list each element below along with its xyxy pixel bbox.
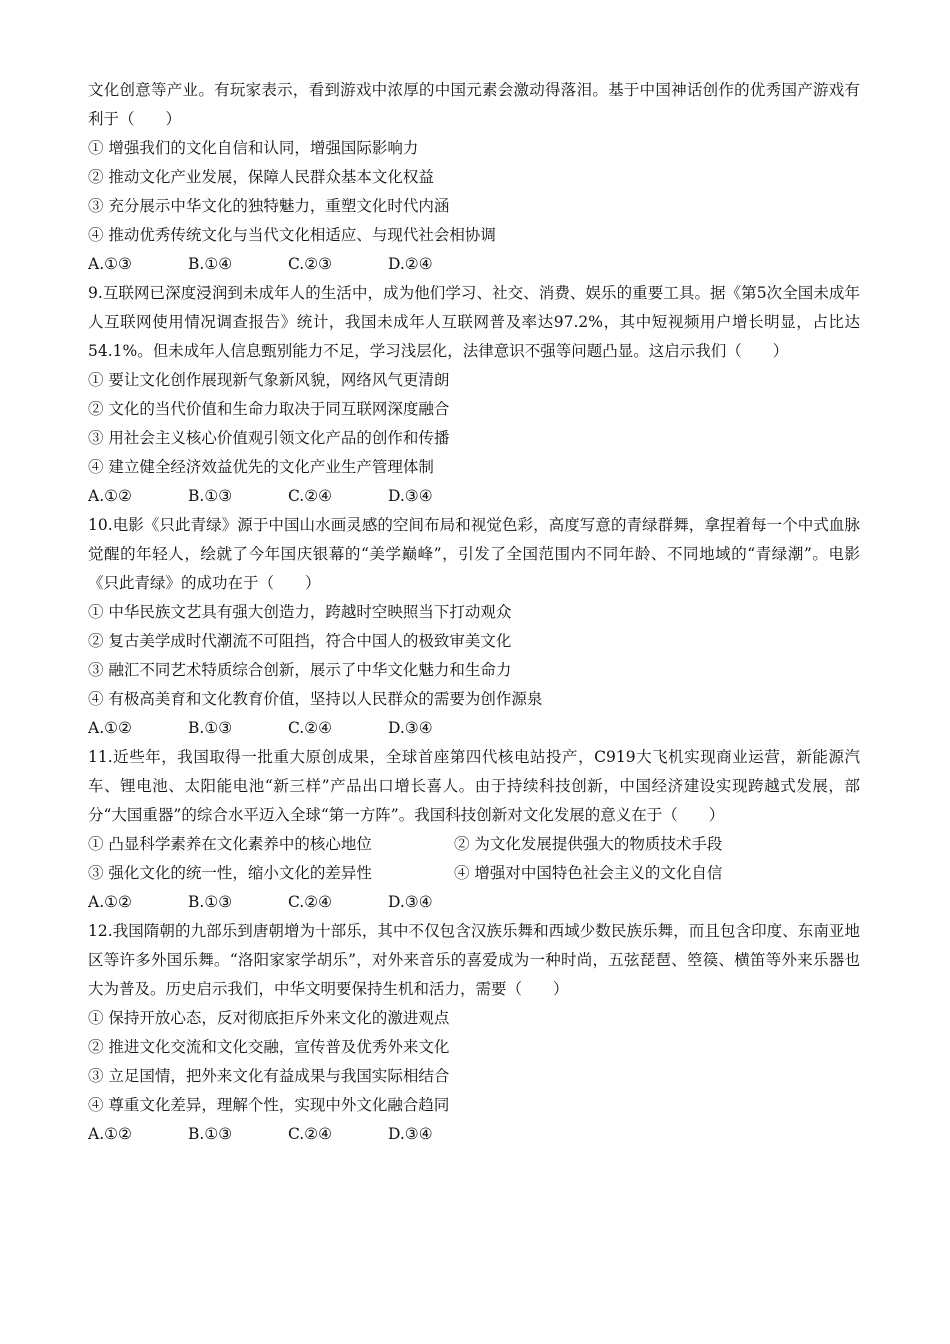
option-1: ① 中华民族文艺具有强大创造力，跨越时空映照当下打动观众 <box>88 603 512 621</box>
choice-a: A.①③ <box>88 255 132 273</box>
option-2: ② 为文化发展提供强大的物质技术手段 <box>454 835 723 853</box>
option-2: ② 推动文化产业发展，保障人民群众基本文化权益 <box>88 168 434 186</box>
question-8 <box>88 76 860 279</box>
question-stem: 11.近些年，我国取得一批重大原创成果，全球首座第四代核电站投产，C919大飞机实现商业运营，新能源汽车、锂电池、太阳能电池“新三样”产品出口增长喜人。由于持续科技创新，中国经济建设实现跨越式发展，部分“大国重器”的综合水平迈入全球“第一方阵”。我国科技创新对文化发展的意义在于（ ） <box>88 748 860 824</box>
option-1: ① 要让文化创作展现新气象新风貌，网络风气更清朗 <box>88 371 450 389</box>
option-4: ④ 推动优秀传统文化与当代文化相适应、与现代社会相协调 <box>88 226 496 244</box>
option-4: ④ 尊重文化差异，理解个性，实现中外文化融合趋同 <box>88 1096 450 1114</box>
choice-d: D.③④ <box>388 487 433 505</box>
question-stem: 文化创意等产业。有玩家表示，看到游戏中浓厚的中国元素会激动得落泪。基于中国神话创作的优秀国产游戏有利于（ ） <box>88 81 860 128</box>
exam-page <box>88 76 860 1149</box>
choice-a: A.①② <box>88 893 132 911</box>
choice-b: B.①④ <box>188 255 233 273</box>
question-12 <box>88 917 860 1149</box>
option-3: ③ 融汇不同艺术特质综合创新，展示了中华文化魅力和生命力 <box>88 661 512 679</box>
option-1: ① 增强我们的文化自信和认同，增强国际影响力 <box>88 139 419 157</box>
choice-b: B.①③ <box>188 719 233 737</box>
option-2: ② 复古美学成时代潮流不可阻挡，符合中国人的极致审美文化 <box>88 632 512 650</box>
choice-c: C.②④ <box>288 719 333 737</box>
choice-d: D.③④ <box>388 893 433 911</box>
question-9 <box>88 279 860 511</box>
question-11 <box>88 743 860 917</box>
choice-d: D.③④ <box>388 719 433 737</box>
choice-b: B.①③ <box>188 893 233 911</box>
answer-choices <box>88 888 860 917</box>
option-4: ④ 建立健全经济效益优先的文化产业生产管理体制 <box>88 458 434 476</box>
choice-a: A.①② <box>88 1125 132 1143</box>
option-2: ② 推进文化交流和文化交融，宣传普及优秀外来文化 <box>88 1038 450 1056</box>
option-1: ① 凸显科学素养在文化素养中的核心地位 <box>88 835 372 853</box>
option-4: ④ 有极高美育和文化教育价值，坚持以人民群众的需要为创作源泉 <box>88 690 543 708</box>
option-2: ② 文化的当代价值和生命力取决于同互联网深度融合 <box>88 400 450 418</box>
choice-a: A.①② <box>88 487 132 505</box>
option-row <box>88 830 860 859</box>
choice-c: C.②④ <box>288 487 333 505</box>
choice-a: A.①② <box>88 719 132 737</box>
option-3: ③ 立足国情，把外来文化有益成果与我国实际相结合 <box>88 1067 450 1085</box>
option-3: ③ 强化文化的统一性，缩小文化的差异性 <box>88 864 372 882</box>
answer-choices <box>88 250 860 279</box>
answer-choices <box>88 482 860 511</box>
choice-c: C.②④ <box>288 1125 333 1143</box>
choice-c: C.②③ <box>288 255 333 273</box>
option-4: ④ 增强对中国特色社会主义的文化自信 <box>454 864 723 882</box>
option-row <box>88 859 860 888</box>
option-3: ③ 用社会主义核心价值观引领文化产品的创作和传播 <box>88 429 450 447</box>
question-stem: 9.互联网已深度浸润到未成年人的生活中，成为他们学习、社交、消费、娱乐的重要工具。据《第5次全国未成年人互联网使用情况调查报告》统计，我国未成年人互联网普及率达97.2%，其中短视频用户增长明显，占比达54.1%。但未成年人信息甄别能力不足，学习浅层化，法律意识不强等问题凸显。这启示我们（ ） <box>88 284 860 360</box>
answer-choices <box>88 1120 860 1149</box>
choice-d: D.②④ <box>388 255 433 273</box>
question-stem: 12.我国隋朝的九部乐到唐朝增为十部乐，其中不仅包含汉族乐舞和西域少数民族乐舞，而且包含印度、东南亚地区等许多外国乐舞。“洛阳家家学胡乐”，对外来音乐的喜爱成为一种时尚，五弦琵琶、箜篌、横笛等外来乐器也大为普及。历史启示我们，中华文明要保持生机和活力，需要（ ） <box>88 922 860 998</box>
option-3: ③ 充分展示中华文化的独特魅力，重塑文化时代内涵 <box>88 197 450 215</box>
answer-choices <box>88 714 860 743</box>
choice-d: D.③④ <box>388 1125 433 1143</box>
choice-b: B.①③ <box>188 1125 233 1143</box>
choice-b: B.①③ <box>188 487 233 505</box>
choice-c: C.②④ <box>288 893 333 911</box>
option-1: ① 保持开放心态，反对彻底拒斥外来文化的激进观点 <box>88 1009 450 1027</box>
question-stem: 10.电影《只此青绿》源于中国山水画灵感的空间布局和视觉色彩，高度写意的青绿群舞，拿捏着每一个中式血脉觉醒的年轻人，绘就了今年国庆银幕的“美学巅峰”，引发了全国范围内不同年龄、不同地域的“青绿潮”。电影《只此青绿》的成功在于（ ） <box>88 516 860 592</box>
question-10 <box>88 511 860 743</box>
